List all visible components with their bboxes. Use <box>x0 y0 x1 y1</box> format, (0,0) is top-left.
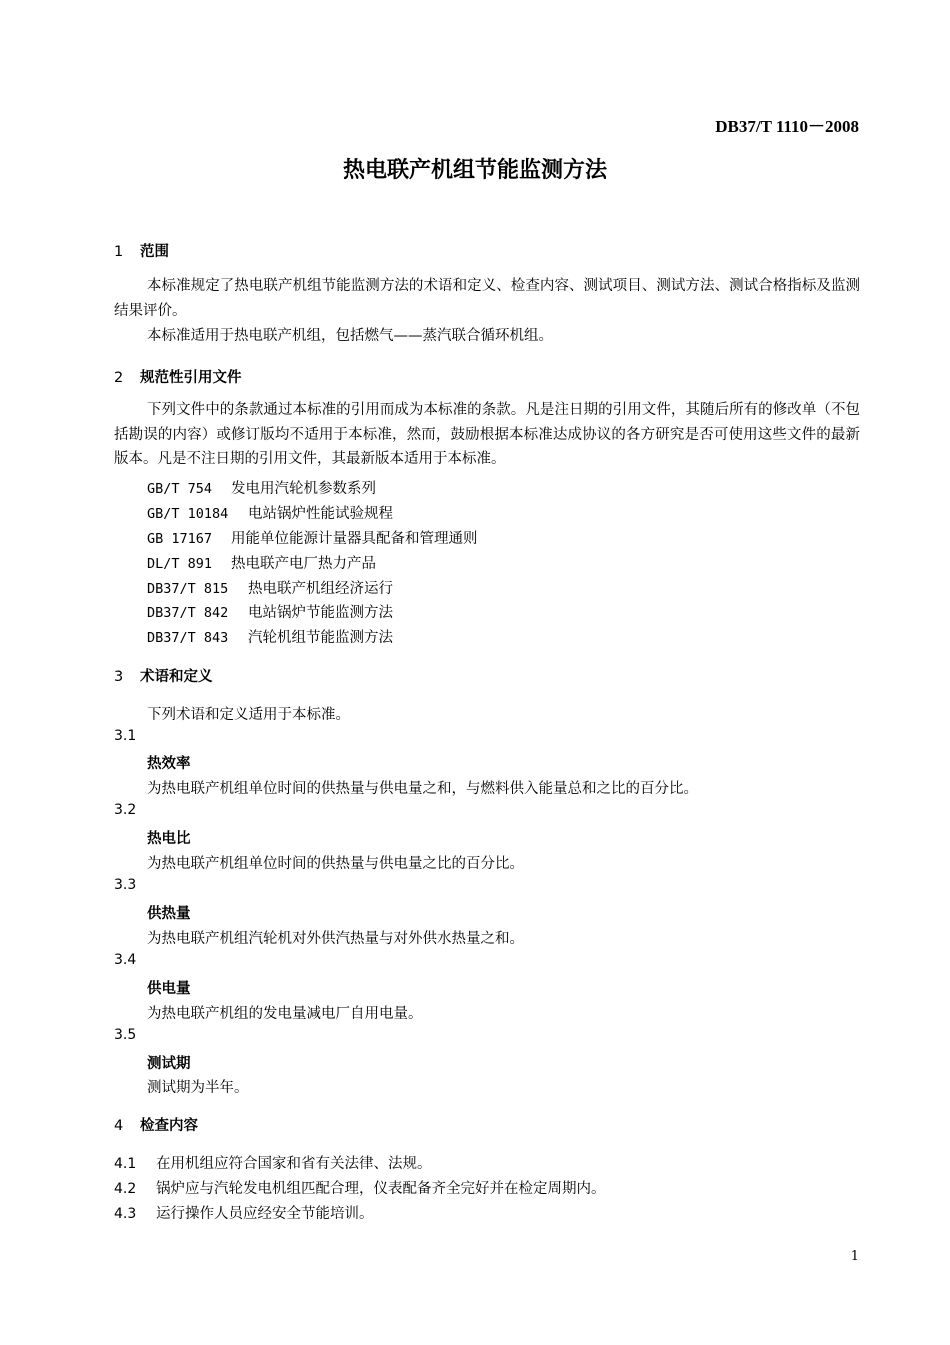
definition-text: 为热电联产机组汽轮机对外供汽热量与对外供水热量之和。 <box>147 931 524 947</box>
reference-code: GB/T 754 <box>147 481 213 497</box>
reference-item <box>147 601 393 622</box>
reference-code: DB37/T 843 <box>147 630 229 646</box>
section-1-heading <box>114 240 169 261</box>
reference-title: 发电用汽轮机参数系列 <box>231 481 376 497</box>
section-3-intro: 下列术语和定义适用于本标准。 <box>147 707 350 723</box>
check-item-number: 4.1 <box>114 1156 137 1172</box>
reference-item <box>147 577 393 598</box>
section-title: 规范性引用文件 <box>140 370 242 386</box>
reference-code: GB 17167 <box>147 531 213 547</box>
definition-number: 3.1 <box>114 728 137 744</box>
section-2-heading <box>114 366 242 387</box>
reference-item <box>147 477 376 498</box>
reference-code: GB/T 10184 <box>147 506 229 522</box>
page-number: 1 <box>850 1249 859 1264</box>
reference-code: DB37/T 815 <box>147 581 229 597</box>
check-item-number: 4.3 <box>114 1206 137 1222</box>
check-item-text: 运行操作人员应经安全节能培训。 <box>156 1206 374 1222</box>
definition-text: 为热电联产机组单位时间的供热量与供电量之和，与燃料供入能量总和之比的百分比。 <box>147 781 698 797</box>
check-item <box>114 1202 374 1223</box>
definition-number: 3.2 <box>114 802 137 818</box>
definition-number: 3.5 <box>114 1027 137 1043</box>
check-item-number: 4.2 <box>114 1181 137 1197</box>
section-1-paragraph-2: 本标准适用于热电联产机组，包括燃气——蒸汽联合循环机组。 <box>147 328 553 344</box>
reference-title: 电站锅炉节能监测方法 <box>248 605 393 621</box>
definition-term: 热电比 <box>147 831 191 847</box>
definition-term: 测试期 <box>147 1056 191 1072</box>
section-3-heading <box>114 665 213 686</box>
section-number: 3 <box>114 669 124 685</box>
section-title: 检查内容 <box>140 1118 198 1134</box>
section-number: 2 <box>114 370 124 386</box>
check-item-text: 在用机组应符合国家和省有关法律、法规。 <box>156 1156 432 1172</box>
reference-code: DL/T 891 <box>147 556 213 572</box>
standard-code: DB37/T 1110－2008 <box>715 117 859 136</box>
section-number: 1 <box>114 244 124 260</box>
check-item <box>114 1177 606 1198</box>
reference-title: 用能单位能源计量器具配备和管理通则 <box>231 531 478 547</box>
reference-item <box>147 626 393 647</box>
check-item <box>114 1152 432 1173</box>
reference-title: 电站锅炉性能试验规程 <box>248 506 393 522</box>
reference-title: 热电联产电厂热力产品 <box>231 556 376 572</box>
definition-text: 为热电联产机组的发电量减电厂自用电量。 <box>147 1006 423 1022</box>
section-2-paragraph: 下列文件中的条款通过本标准的引用而成为本标准的条款。凡是注日期的引用文件，其随后所有的修改单（不包括勘误的内容）或修订版均不适用于本标准，然而，鼓励根据本标准达成协议的各方研究是否可使用这些文件的最新版本。凡是不注日期的引用文件，其最新版本适用于本标准。 <box>114 402 860 467</box>
definition-term: 供热量 <box>147 906 191 922</box>
section-title: 范围 <box>140 244 169 260</box>
reference-item <box>147 502 393 523</box>
reference-title: 汽轮机组节能监测方法 <box>248 630 393 646</box>
reference-title: 热电联产机组经济运行 <box>248 581 393 597</box>
check-item-text: 锅炉应与汽轮发电机组匹配合理，仪表配备齐全完好并在检定周期内。 <box>156 1181 606 1197</box>
section-number: 4 <box>114 1118 124 1134</box>
definition-number: 3.3 <box>114 877 137 893</box>
section-1-paragraph-1: 本标准规定了热电联产机组节能监测方法的术语和定义、检查内容、测试项目、测试方法、测试合格指标及监测结果评价。 <box>114 278 860 319</box>
definition-text: 为热电联产机组单位时间的供热量与供电量之比的百分比。 <box>147 856 524 872</box>
definition-number: 3.4 <box>114 952 137 968</box>
definition-text: 测试期为半年。 <box>147 1080 249 1096</box>
reference-code: DB37/T 842 <box>147 605 229 621</box>
definition-term: 供电量 <box>147 981 191 997</box>
reference-item <box>147 527 478 548</box>
section-title: 术语和定义 <box>140 669 213 685</box>
document-title: 热电联产机组节能监测方法 <box>342 158 607 183</box>
reference-item <box>147 552 376 573</box>
section-4-heading <box>114 1114 198 1135</box>
definition-term: 热效率 <box>147 756 191 772</box>
